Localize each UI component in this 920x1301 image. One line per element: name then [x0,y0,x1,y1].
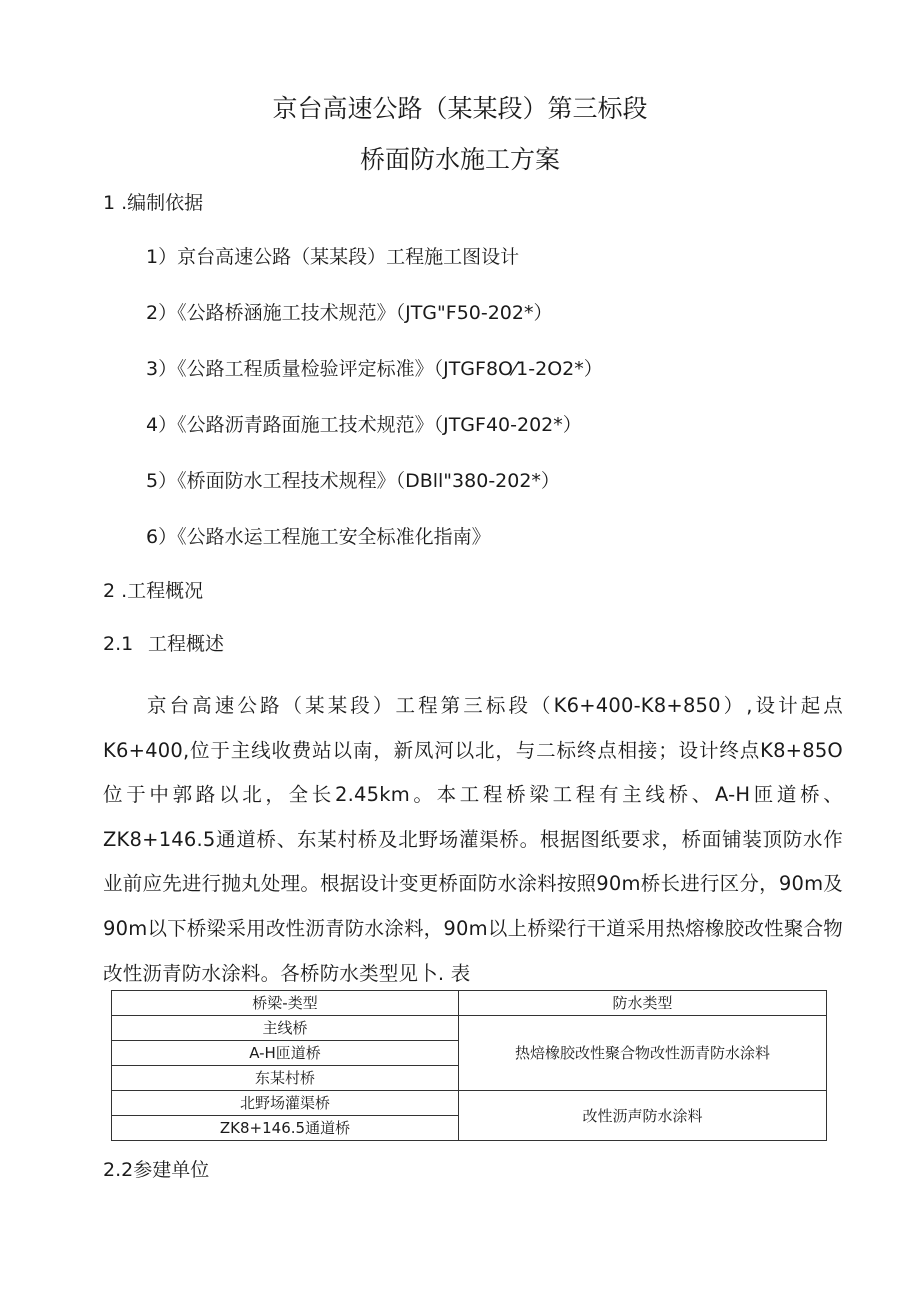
table-row [112,1091,827,1116]
table-cell-bridge: 东某村桥 [112,1066,459,1091]
document-title-line1: 京台高速公路（某某段）第三标段 [272,94,648,123]
table-cell-bridge: 北野场灌渠桥 [112,1091,459,1116]
table-row [112,1016,827,1041]
basis-item-2: 2）《公路桥涵施工技术规范》（JTG"F50-202*） [146,302,553,324]
table-cell-bridge: A-H匝道桥 [112,1041,459,1066]
basis-item-3: 3）《公路工程质量检验评定标准》（JTGF8O⁄1-2O2*） [146,358,603,380]
subsection-2-2-heading: 2.2参建单位 [103,1159,210,1181]
subsection-2-1-number: 2.1 [103,633,134,655]
project-overview-paragraph: 京台高速公路（某某段）工程第三标段（K6+400-K8+850）,设计起点K6+400,位于主线收费站以南，新凤河以北，与二标终点相接；设计终点K8+85O位于中郭路以北，全长2.45km。本工程桥梁工程有主线桥、A-H匝道桥、ZK8+146.5通道桥、东某村桥及北野场灌渠桥。根据图纸要求，桥面铺装顶防水作业前应先进行抛丸处理。根据设计变更桥面防水涂料按照90m桥长进行区分，90m及90m以下桥梁采用改性沥青防水涂料，90m以上桥梁行干道采用热熔橡胶改性聚合物改性沥青防水涂料。各桥防水类型见卜. 表 [103,694,843,985]
basis-item-5: 5）《桥面防水工程技术规程》（DBll"380-202*） [146,470,560,492]
document-title-line2: 桥面防水施工方案 [359,145,560,174]
basis-item-6: 6）《公路水运工程施工安全标准化指南》 [146,526,491,548]
waterproof-type-table [111,990,827,1141]
table-cell-type-group1: 热焙橡胶改性聚合物改性沥青防水涂料 [459,1016,827,1091]
table-header-bridge: 桥梁-类型 [112,991,459,1016]
table-header-row [112,991,827,1016]
table-cell-bridge: ZK8+146.5通道桥 [112,1116,459,1141]
table-cell-type-group2: 改性沥声防水涂料 [459,1091,827,1141]
basis-item-1: 1）京台高速公路（某某段）工程施工图设计 [146,246,520,268]
table-header-type: 防水类型 [459,991,827,1016]
subsection-2-1-title: 工程概述 [148,633,225,655]
basis-item-4: 4）《公路沥青路面施工技术规范》（JTGF40-202*） [146,414,582,436]
table-cell-bridge: 主线桥 [112,1016,459,1041]
section-2-heading: 2 .工程概况 [103,580,204,602]
section-1-heading: 1 .编制依据 [103,192,204,214]
